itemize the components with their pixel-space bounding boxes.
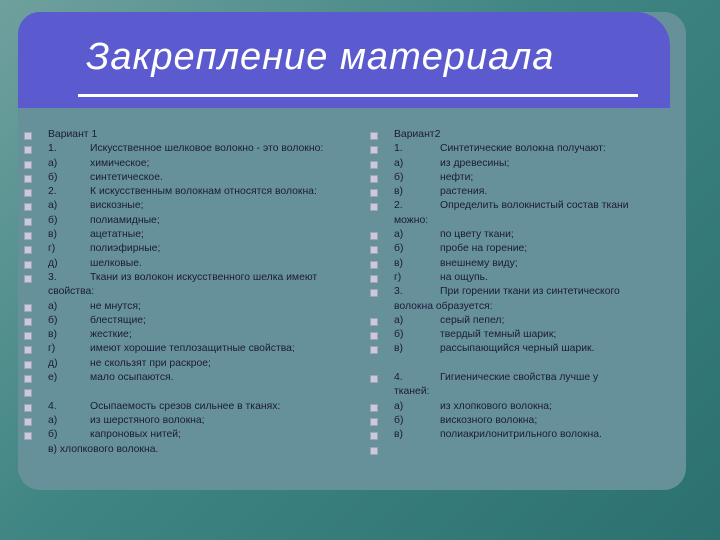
item-text: пробе на горение;: [440, 243, 528, 255]
item-text: из хлопкового волокна;: [440, 400, 552, 412]
item-number: б): [394, 243, 404, 255]
item-number: можно:: [394, 214, 429, 226]
bullet-icon: [24, 146, 32, 154]
item-number: в) хлопкового волокна.: [48, 443, 159, 455]
bullet-icon: [370, 289, 378, 297]
list-item: [24, 385, 364, 399]
item-number: а): [48, 414, 58, 426]
bullet-icon: [370, 404, 378, 412]
list-continuation: [370, 300, 670, 314]
item-text: жесткие;: [90, 329, 132, 341]
item-number: а): [394, 157, 404, 169]
bullet-icon: [24, 346, 32, 354]
variant-2-column: [370, 128, 670, 457]
item-text: При горении ткани из синтетического: [440, 286, 620, 298]
bullet-icon: [370, 232, 378, 240]
bullet-icon: [370, 261, 378, 269]
list-continuation: [370, 357, 670, 371]
item-number: а): [394, 400, 404, 412]
list-item: [24, 242, 364, 256]
list-item: [24, 171, 364, 185]
list-item: [370, 400, 670, 414]
item-text: мало осыпаются.: [90, 372, 174, 384]
list-item: [370, 257, 670, 271]
item-number: е): [48, 372, 58, 384]
list-item: [24, 328, 364, 342]
title-underline: [78, 94, 638, 97]
item-text: Синтетические волокна получают:: [440, 143, 606, 155]
item-number: б): [48, 429, 58, 441]
item-text: Осыпаемость срезов сильнее в тканях:: [90, 400, 281, 412]
item-text: по цвету ткани;: [440, 229, 514, 241]
list-item: [370, 228, 670, 242]
item-text: Определить волокнистый состав ткани: [440, 200, 629, 212]
list-item: [24, 371, 364, 385]
list-item: [24, 342, 364, 356]
list-continuation: [370, 385, 670, 399]
list-item: [24, 185, 364, 199]
bullet-icon: [24, 304, 32, 312]
bullet-icon: [24, 246, 32, 254]
item-number: б): [394, 171, 404, 183]
item-text: полиамидные;: [90, 214, 160, 226]
item-number: Вариант 1: [48, 129, 98, 140]
bullet-icon: [370, 432, 378, 440]
bullet-icon: [24, 232, 32, 240]
item-text: из древесины;: [440, 157, 510, 169]
bullet-icon: [24, 404, 32, 412]
item-number: тканей:: [394, 386, 430, 398]
item-text: полиакрилонитрильного волокна.: [440, 429, 602, 441]
list-item: [370, 157, 670, 171]
item-number: 4.: [394, 372, 403, 384]
item-text: полиэфирные;: [90, 243, 161, 255]
item-text: шелковые.: [90, 257, 142, 269]
list-item: [370, 285, 670, 299]
list-item: [24, 428, 364, 442]
item-text: Ткани из волокон искусственного шелка имеют: [90, 271, 318, 283]
item-text: нефти;: [440, 171, 474, 183]
item-number: д): [48, 257, 58, 269]
list-item: [370, 242, 670, 256]
bullet-icon: [370, 146, 378, 154]
item-number: 2.: [394, 200, 403, 212]
list-item: [370, 443, 670, 457]
bullet-icon: [24, 175, 32, 183]
item-number: а): [48, 300, 58, 312]
item-number: волокна образуется:: [394, 300, 493, 312]
item-number: в): [394, 429, 403, 441]
list-item: [24, 357, 364, 371]
list-item: [24, 300, 364, 314]
item-text: серый пепел;: [440, 314, 505, 326]
list-continuation: [370, 214, 670, 228]
bullet-icon: [370, 346, 378, 354]
bullet-icon: [24, 189, 32, 197]
item-number: в): [394, 257, 403, 269]
item-text: имеют хорошие теплозащитные свойства;: [90, 343, 295, 355]
bullet-icon: [24, 375, 32, 383]
list-item: [370, 142, 670, 156]
bullet-icon: [24, 418, 32, 426]
bullet-icon: [24, 161, 32, 169]
list-item: [370, 328, 670, 342]
item-text: растения.: [440, 186, 488, 198]
item-number: а): [48, 200, 58, 212]
list-item: [370, 171, 670, 185]
bullet-icon: [24, 332, 32, 340]
item-number: а): [394, 314, 404, 326]
bullet-icon: [370, 418, 378, 426]
item-text: твердый темный шарик;: [440, 329, 557, 341]
bullet-icon: [24, 203, 32, 211]
item-number: г): [48, 343, 56, 355]
item-text: на ощупь.: [440, 271, 488, 283]
bullet-icon: [370, 161, 378, 169]
bullet-icon: [370, 375, 378, 383]
list-item: [24, 157, 364, 171]
list-continuation: [24, 443, 364, 457]
bullet-icon: [370, 189, 378, 197]
bullet-icon: [370, 318, 378, 326]
item-text: не скользят при раскрое;: [90, 357, 211, 369]
item-number: а): [394, 229, 404, 241]
item-number: в): [48, 229, 57, 241]
item-text: ацетатные;: [90, 229, 144, 241]
item-text: не мнутся;: [90, 300, 141, 312]
bullet-icon: [370, 332, 378, 340]
list-item: [24, 271, 364, 285]
bullet-icon: [370, 132, 378, 140]
item-number: свойства:: [48, 286, 95, 298]
item-text: Гигиенические свойства лучше у: [440, 372, 599, 384]
list-continuation: [24, 285, 364, 299]
list-item: [24, 400, 364, 414]
item-number: в): [394, 186, 403, 198]
item-number: в): [394, 343, 403, 355]
list-item: [370, 271, 670, 285]
item-text: вискозные;: [90, 200, 144, 212]
list-item: [24, 142, 364, 156]
list-item: [370, 128, 670, 142]
item-text: рассыпающийся черный шарик.: [440, 343, 595, 355]
item-text: химическое;: [90, 157, 150, 169]
list-item: [24, 228, 364, 242]
list-item: [370, 342, 670, 356]
item-text: Искусственное шелковое волокно - это волокно:: [90, 143, 324, 155]
item-number: 4.: [48, 400, 57, 412]
list-item: [370, 185, 670, 199]
slide-title: Закрепление материала: [86, 36, 555, 78]
list-item: [24, 257, 364, 271]
list-item: [370, 371, 670, 385]
item-number: б): [48, 171, 58, 183]
list-item: [370, 414, 670, 428]
bullet-icon: [24, 261, 32, 269]
bullet-icon: [24, 318, 32, 326]
item-text: внешнему виду;: [440, 257, 518, 269]
item-number: 3.: [394, 286, 403, 298]
list-item: [24, 414, 364, 428]
list-item: [370, 314, 670, 328]
list-item: [24, 128, 364, 142]
bullet-icon: [24, 432, 32, 440]
item-number: б): [48, 314, 58, 326]
item-text: К искусственным волокнам относятся волокна:: [90, 186, 317, 198]
item-number: б): [394, 329, 404, 341]
item-number: а): [48, 157, 58, 169]
item-number: 1.: [394, 143, 403, 155]
bullet-icon: [370, 275, 378, 283]
list-item: [24, 314, 364, 328]
item-number: д): [48, 357, 58, 369]
item-number: б): [394, 414, 404, 426]
bullet-icon: [370, 175, 378, 183]
item-text: из шерстяного волокна;: [90, 414, 205, 426]
item-number: Вариант2: [394, 129, 441, 140]
item-text: синтетическое.: [90, 171, 163, 183]
bullet-icon: [24, 361, 32, 369]
item-text: блестящие;: [90, 314, 146, 326]
item-text: вискозного волокна;: [440, 414, 538, 426]
item-number: г): [394, 271, 402, 283]
item-number: б): [48, 214, 58, 226]
bullet-icon: [24, 218, 32, 226]
list-item: [370, 428, 670, 442]
item-number: 3.: [48, 271, 57, 283]
list-item: [24, 199, 364, 213]
bullet-icon: [24, 275, 32, 283]
item-number: в): [48, 329, 57, 341]
item-number: 2.: [48, 186, 57, 198]
bullet-icon: [24, 132, 32, 140]
bullet-icon: [24, 389, 32, 397]
bullet-icon: [370, 447, 378, 455]
bullet-icon: [370, 203, 378, 211]
item-number: г): [48, 243, 56, 255]
bullet-icon: [370, 246, 378, 254]
item-text: капроновых нитей;: [90, 429, 181, 441]
variant-1-column: [24, 128, 364, 457]
list-item: [24, 214, 364, 228]
list-item: [370, 199, 670, 213]
item-number: 1.: [48, 143, 57, 155]
